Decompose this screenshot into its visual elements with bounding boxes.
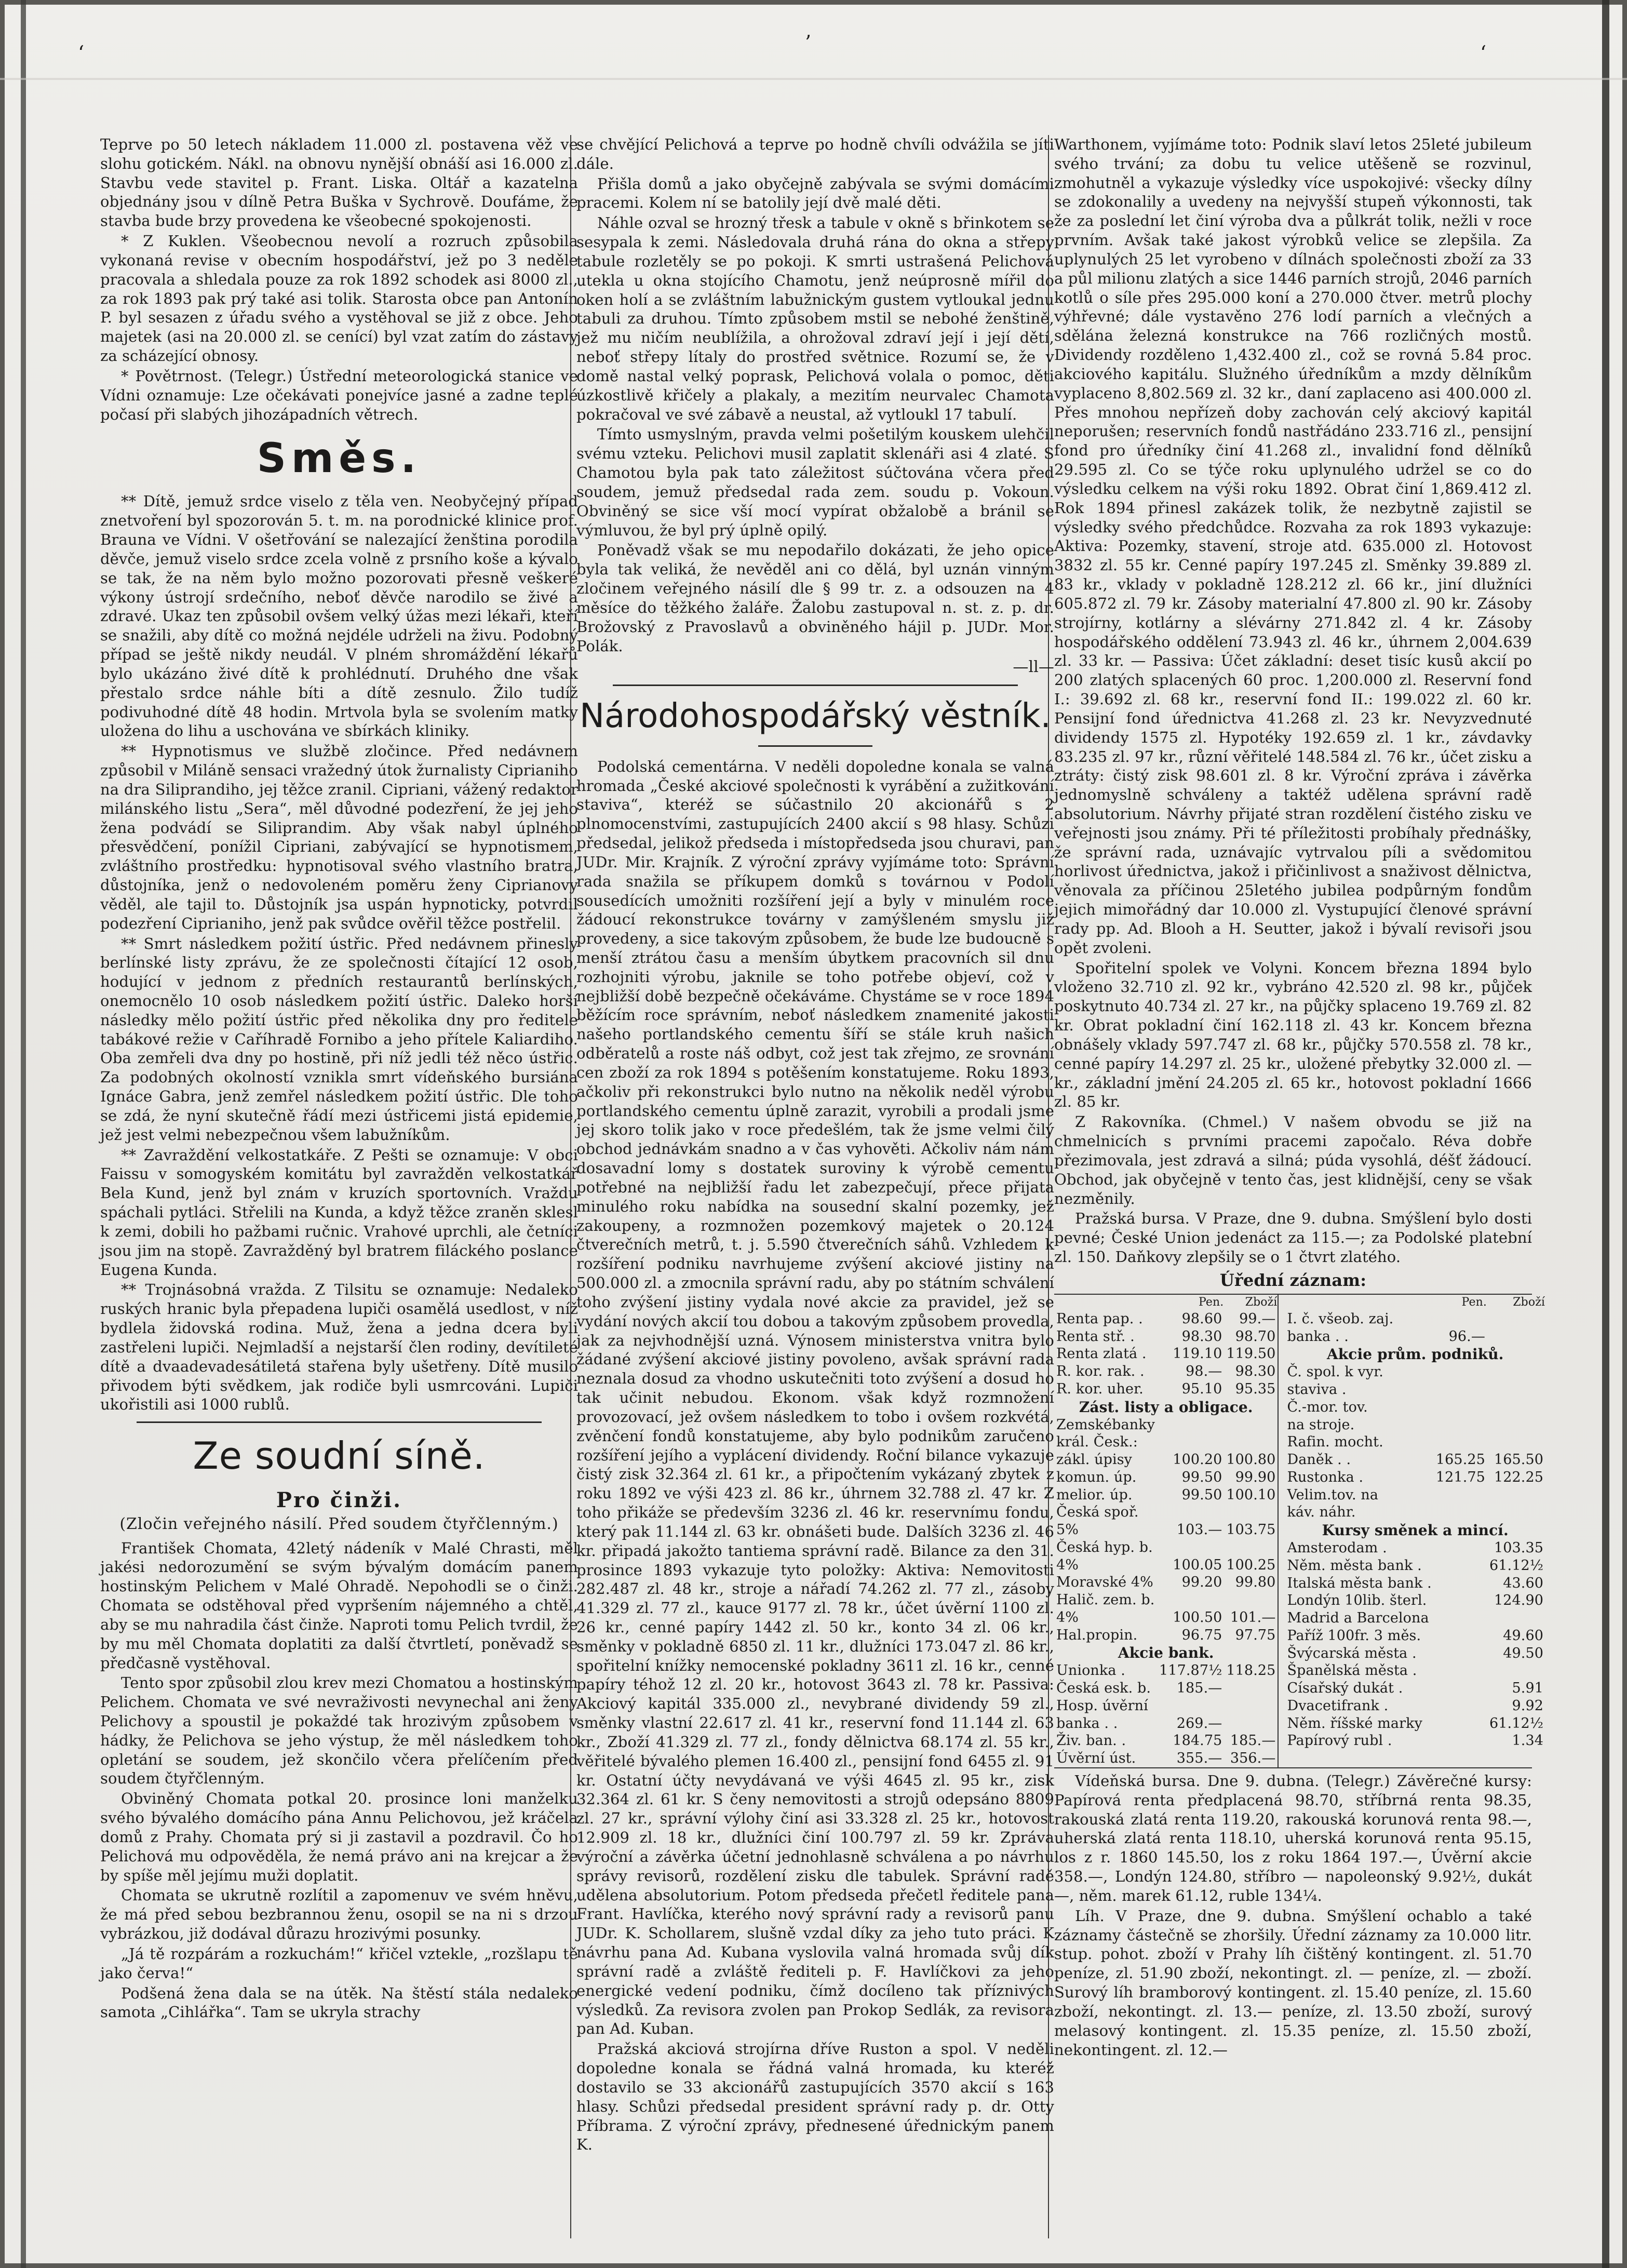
quote-row <box>1285 1416 1545 1434</box>
court-paragraph: Tento spor způsobil zlou krev mezi Chomatou a hostinským Pelichem. Chomata ve své nevraživosti nevynechal ani ženy Pelichovy a spoustil je pokaždé tak hrozivým způsobem v hádky, že Pelichova se jeho výstup, že měl následkem toho opletání se soudem, jež skončilo včera přelíčením před soudem čtyřčlenným. <box>100 1674 578 1788</box>
page-mark-center: ’ <box>805 31 812 54</box>
quote-name: Amsterodam . <box>1287 1540 1387 1556</box>
quote-row <box>1054 1469 1278 1486</box>
quote-name: staviva . <box>1287 1381 1347 1398</box>
quote-zbozi <box>1224 1591 1278 1609</box>
section-title-smes: Směs. <box>257 435 422 482</box>
quote-pen <box>1434 1416 1487 1434</box>
quote-name: 4% <box>1056 1609 1079 1626</box>
court-paragraph: Tímto usmyslným, pravda velmi pošetilým kouskem ulehčil svému vzteku. Pelichovi musil zaplatit sklenáři asi 4 zlaté. S Chamotou byla pak tato záležitost súčtována včera před soudem, jemuž předsedal rada zem. soudu p. Vokoun. Obviněný se sice vší mocí vypírat obžalobě a bránil se výmluvou, že byl prý úplně opilý. <box>576 425 1054 539</box>
quote-pen <box>1434 1732 1487 1750</box>
quote-pen <box>1157 1504 1224 1521</box>
quote-pen: 184.75 <box>1173 1733 1222 1749</box>
quote-pen: 98.— <box>1186 1363 1222 1380</box>
quote-zbozi: 119.50 <box>1226 1346 1276 1362</box>
quote-pen: 99.50 <box>1181 1469 1222 1485</box>
quote-zbozi <box>1487 1328 1545 1346</box>
article-child-heart: ** Dítě, jemuž srdce viselo z těla ven. Neobyčejný případ znetvoření byl spozorován 5. t. m. na porodnické klinice prof. Brauna ve Vídni. V ošetřování se nalezající ženština porodila děvče, jemuž viselo srdce zcela volně z prsního koše a kývalo se tak, že na něm bylo možno pozorovati přesně veškeré výkony ústrojí srdečního, neboť děvče narodilo se živé a zdravé. Ukaz ten způsobil ovšem velký úžas mezi lékaři, kteří se snažili, aby dítě co možná nejdéle udrželi na živu. Podobný případ se ještě nikdy neudál. V plném shromáždění lékařů bylo ukázáno živé dítě k prohlédnutí. Druhého dne však přestalo srdce náhle bíti a dítě zesnulo. Žilo tudíž podivuhodné dítě 48 hodin. Mrtvola byla se svolením matky uložena do lihu a uschována ve sbírkách kliniky. <box>100 492 578 740</box>
quote-pen <box>1434 1697 1487 1715</box>
court-paragraph: „Já tě rozpárám a rozkuchám!“ křičel vztekle, „rozšlapu tě jako červa!“ <box>100 1944 578 1982</box>
quote-pen: 95.10 <box>1181 1380 1222 1397</box>
court-paragraph: František Chomata, 42letý nádeník v Malé Chrasti, měl jakési nedorozumění se svým bývalým domácím panem hostinským Pelichem v Malé Ohradě. Nepohodli se o činži. Chomata se odstěhoval před vypršením nájemného a chtěl, aby se mu nahradila část činže. Naproti tomu Pelich tvrdil, že by mu měl Chomata doplatiti za další čtvrtletí, poněvadž se předčasně vystěhoval. <box>100 1539 578 1672</box>
quote-row <box>1054 1715 1278 1733</box>
title-underline <box>758 745 872 747</box>
author-signature: —ll— <box>1013 658 1054 677</box>
quote-name: Velim.tov. na <box>1287 1486 1379 1503</box>
col-header-pen: Pen. <box>1198 1296 1224 1309</box>
article-murder-landowner: ** Zavraždění velkostatkáře. Z Pešti se oznamuje: V obci Faissu v somogyském komitátu byl zavražděn velkostatkář Bela Kund, jenž byl znám v kruzích sportovních. Vraždu spáchali pytláci. Střelili na Kunda, a když těžce zraněn sklesl k zemi, dobili ho pažbami ručnic. Vrahové uprchli, ale četníci jsou jim na stopě. Zavražděný byl bratrem filáckého poslance Eugena Kunda. <box>100 1146 578 1279</box>
quote-name: káv. náhr. <box>1287 1504 1356 1521</box>
court-paragraph: Přišla domů a jako obyčejně zabývala se svými domácími pracemi. Kolem ní se batolily její dvě malé děti. <box>576 175 1054 212</box>
quote-zbozi: 98.30 <box>1235 1363 1276 1380</box>
quote-zbozi: 185.— <box>1230 1733 1276 1749</box>
article-prazska-strojirna: Pražská akciová strojírna dříve Ruston a spol. V neděli dopoledne konala se řádná valná hromada, ku kteréž dostavilo se 33 akcionářů zastupujících 3570 akcií s 163 hlasy. Schůzi předsedal president správní rady p. dr. Otty Příbrama. Z výroční zprávy, přednesené úřednickým panem K. <box>576 2040 1054 2154</box>
quote-name: I. č. všeob. zaj. <box>1287 1310 1394 1327</box>
page-mark-right: ‘ <box>1480 42 1487 64</box>
quote-name: Česká hyp. b. <box>1056 1539 1153 1555</box>
section-title-narodohospodarsky: Národohospodářský věstník. <box>580 697 1051 736</box>
quote-pen <box>1434 1539 1487 1557</box>
quote-zbozi <box>1224 1680 1278 1697</box>
quote-row <box>1054 1680 1278 1697</box>
quote-pen <box>1434 1627 1487 1645</box>
court-paragraph: Chomata se ukrutně rozlítil a zapomenuv ve svém hněvu, že má před sebou bezbrannou ženu, osopil se na ni s drzou vybrázkou, již dodával důrazu hrozivými posunky. <box>100 1886 578 1943</box>
quote-zbozi: 99.80 <box>1235 1574 1276 1591</box>
article-ruston-continued: Warthonem, vyjímáme toto: Podnik slaví letos 25leté jubileum svého trvání; za dobu tu velice utěšeně se rozvinul, zmohutněl a vykazuje výsledky více uspokojivé: všecky dílny se zdokonalily a uvedeny na nejvyšší stupeň výkonnosti, tak že za poslední let činí výroba dva a půlkrát tolik, nežli v roce prvním. Avšak také jakost výrobků velice se zlepšila. Za uplynulých 25 let vyrobeno v dílnách společnosti zboží za 33 a půl milionu zlatých a sice 1446 parních strojů, 2046 parních kotlů o síle přes 295.000 koní a 270.000 čtver. metrů plochy výhřevné; dále vystavěno 276 lodí parních a vlečných a sdělána železná konstrukce na 766 rozličných mostů. Dividendy rozděleno 1,432.400 zl., což se rovná 5.84 proc. akciového kapitálu. Služného úředníkům a mzdy dělníkům vyplaceno 8,802.569 zl. 32 kr., daní zaplaceno asi 400.000 zl. Přes mnohou nepřízeň doby zachován celý akciový kapitál neporušen; reservních fondů nastřádáno 233.716 zl., pensijní fond pro úředníky činí 41.268 zl., invalidní fond dělníků 29.595 zl. Co se týče roku uplynulého udržel se co do výsledku celkem na výši roku 1892. Obrat činí 1,869.412 zl. Rok 1894 přinesl zakázek tolik, že nezbytně zajistil se výsledky svého předchůdce. Rozvaha za rok 1893 vykazuje: Aktiva: Pozemky, stavení, stroje atd. 635.000 zl. Hotovost 3832 zl. 55 kr. Cenné papíry 197.245 zl. Směnky 39.889 zl. 83 kr., vklady v pokladně 128.212 zl. 66 kr., jiní dlužníci 605.872 zl. 79 kr. Zásoby materialní 47.800 zl. 90 kr. Zásoby strojírny, kotlárny a slévárny 271.842 zl. 4 kr. Zásoby hospodářského oddělení 73.943 zl. 46 kr., úhrnem 2,004.639 zl. 33 kr. — Passiva: Účet základní: deset tisíc kusů akcií po 200 zlatých splacených 60 proc. 1,200.000 zl. Reservní fond I.: 39.692 zl. 68 kr., reservní fond II.: 199.022 zl. 60 kr. Pensijní fond úřednictva 41.268 zl. 23 kr. Nevyzvednuté dividendy 1575 zl. Hypotéky 192.659 zl. 1 kr., závdavky 83.235 zl. 97 kr., různí věřitelé 148.584 zl. 76 kr., účet zisku a ztráty: čistý zisk 98.601 zl. 8 kr. Výroční zpráva i závěrka jednomyslně schváleny a taktéž udělena správní radě absolutorium. Návrhy přijaté stran rozdělení čistého zisku ve veřejnosti jsou známy. Při té příležitosti probíhaly přednášky, že správní rada, uznávajíc vytrvalou píli a svědomitou horlivost úřednictva, jakož i přičinlivost a snaživost dělnictva, věnovala za příčinou 25letého jubilea podpůrným fondům jejich mimořádný dar 10.000 zl. Vystupující členové správní rady pp. Ad. Blooh a H. Seutter, jakož i bývalí revisoři jsou opět zvoleni. <box>1054 136 1532 957</box>
court-paragraph: se chvějící Pelichová a teprve po hodně chvíli odvážila se jíti dále. <box>576 136 1054 172</box>
quotes-title: Úřední záznam: <box>1219 1270 1367 1290</box>
quote-name: Hal.propin. <box>1056 1627 1138 1643</box>
quote-name: R. kor. rak. . <box>1056 1363 1145 1380</box>
quote-name: Renta zlatá . <box>1056 1346 1147 1362</box>
quote-section-label: Akcie bank. <box>1118 1644 1214 1662</box>
quote-pen <box>1434 1715 1487 1733</box>
quote-zbozi: 49.60 <box>1503 1627 1544 1644</box>
quote-pen: 117.87½ <box>1159 1662 1222 1679</box>
quote-pen: 98.30 <box>1181 1328 1222 1345</box>
quote-row <box>1285 1609 1545 1627</box>
quote-zbozi: 97.75 <box>1235 1627 1276 1643</box>
quote-row <box>1285 1592 1545 1609</box>
quote-name: 4% <box>1056 1556 1079 1573</box>
quote-name: Halič. zem. b. <box>1056 1592 1155 1608</box>
quote-name: Švýcarská města . <box>1287 1645 1417 1661</box>
quote-pen: 165.25 <box>1435 1452 1485 1468</box>
quote-zbozi: 49.50 <box>1503 1645 1544 1661</box>
quote-pen: 100.20 <box>1173 1452 1222 1468</box>
quote-row <box>1285 1328 1545 1346</box>
quote-zbozi <box>1487 1399 1545 1416</box>
quote-pen: 121.75 <box>1435 1469 1485 1485</box>
quote-row <box>1054 1504 1278 1521</box>
quote-zbozi: 99.90 <box>1235 1469 1276 1485</box>
quote-row <box>1285 1310 1545 1328</box>
quote-zbozi <box>1224 1504 1278 1521</box>
quote-zbozi <box>1487 1416 1545 1434</box>
quote-pen <box>1434 1575 1487 1592</box>
quote-row <box>1054 1310 1278 1328</box>
article-church-tower: Teprve po 50 letech nákladem 11.000 zl. postavena věž ve slohu gotickém. Nákl. na obnovu nynější obnáší asi 16.000 zl. Stavbu vede stavitel p. Frant. Liska. Oltář a kazatelna objednány jsou v dílně Petra Buška v Sychrově. Doufáme, že stavba bude brzy provedena ke všeobecné spokojenosti. <box>100 136 578 230</box>
article-prazska-bursa: Pražská bursa. V Praze, dne 9. dubna. Smýšlení bylo dosti pevné; České Union jedenáct za 115.—; za Podolské platební zl. 150. Daňkovy zlepšily se o 1 čtvrt zlatého. <box>1054 1210 1532 1266</box>
quote-name: Něm. města bank . <box>1287 1557 1422 1574</box>
quote-zbozi: 103.35 <box>1494 1540 1544 1556</box>
quote-name: R. kor. uher. <box>1056 1380 1144 1397</box>
quote-row <box>1285 1469 1545 1486</box>
quote-row <box>1285 1557 1545 1575</box>
quote-zbozi: 95.35 <box>1235 1380 1276 1397</box>
quote-pen: 355.— <box>1176 1750 1222 1767</box>
quote-name: Živ. ban. . <box>1056 1733 1126 1749</box>
quote-name: Madrid a Barcelona <box>1287 1610 1429 1627</box>
quote-zbozi <box>1224 1715 1278 1733</box>
quote-pen <box>1434 1592 1487 1609</box>
quote-pen <box>1157 1539 1224 1556</box>
quote-section-row <box>1285 1345 1545 1363</box>
col-header-zbozi: Zboží <box>1245 1296 1278 1309</box>
quote-zbozi: 101.— <box>1230 1609 1276 1626</box>
quote-pen: 99.20 <box>1181 1574 1222 1591</box>
quotes-table <box>1054 1294 1545 1768</box>
article-kuklen: * Z Kuklen. Všeobecnou nevolí a rozruch způsobila vykonaná revise v obecním hospodářství, jež po 3 neděle pracovala a shledala pouze za rok 1892 schodek asi 8000 zl., za rok 1893 pak prý také asi tolik. Starosta obce pan Antonín P. byl sesazen z úřadu svého a vystěhoval se již z obce. Jeho majetek (asi na 20.000 zl. se cenící) byl vzat zatím do zástavy za scházející obnosy. <box>100 232 578 365</box>
quote-row <box>1285 1486 1545 1504</box>
quote-pen: 99.50 <box>1181 1486 1222 1503</box>
page-mark-left: ‘ <box>78 42 85 64</box>
quote-name: Česká esk. b. <box>1056 1680 1151 1697</box>
col-header-zbozi: Zboží <box>1513 1296 1545 1309</box>
article-weather: * Povětrnost. (Telegr.) Ústřední meteorologická stanice ve Vídni oznamuje: Lze očekávati ponejvíce jasné a zadne teplé počasí při slabých jihozápadních větrech. <box>100 367 578 423</box>
quote-row <box>1285 1399 1545 1416</box>
quote-name: král. Česk.: <box>1056 1434 1138 1451</box>
quote-section-label: Akcie prům. podniků. <box>1326 1346 1504 1363</box>
quote-pen <box>1434 1433 1487 1451</box>
quote-zbozi: 100.10 <box>1226 1486 1276 1503</box>
article-lih: Líh. V Praze, dne 9. dubna. Smýšlení ochablo a také záznamy částečně se zhoršily. Úřední záznamy za 10.000 litr. stup. pohot. zboží v Prahy líh čištěný kontingent. zl. 51.70 peníze, zl. 51.90 zboží, nekontingt. zl. — peníze, zl. — zboží. Surový líh bramborový kontingent. zl. 15.40 peníze, zl. 15.60 zboží, nekontingt. zl. 13.— peníze, zl. 13.50 zboží, surový melasový kontingent. zl. 15.35 peníze, zl. 15.50 zboží, nekontingent. zl. 12.— <box>1054 1907 1532 2059</box>
quote-pen: 103.— <box>1176 1522 1222 1538</box>
article-sporitelni-spolek: Spořitelní spolek ve Volyni. Koncem března 1894 bylo vloženo 32.710 zl. 92 kr., vybráno 42.520 zl. 98 kr., půjček poskytnuto 40.734 zl. 27 kr., na půjčky splaceno 19.769 zl. 82 kr. Obrat pokladní činí 162.118 zl. 43 kr. Koncem března obnášely vklady 597.747 zl. 68 kr., půjčky 570.558 zl. 78 kr., cenné papíry 14.297 zl. 25 kr., uložené přebytky 32.000 zl. — kr., základní jmění 24.205 zl. 65 kr., hotovost pokladní 1666 zl. 85 kr. <box>1054 959 1532 1111</box>
quote-pen: 269.— <box>1176 1715 1222 1732</box>
column-1 <box>100 135 578 2238</box>
quote-name: banka . . <box>1056 1715 1118 1732</box>
quote-row <box>1285 1433 1545 1451</box>
quote-row <box>1285 1645 1545 1662</box>
quote-zbozi <box>1487 1504 1545 1521</box>
quote-name: zákl. úpisy <box>1056 1452 1133 1468</box>
article-rakovnik-hops: Z Rakovníka. (Chmel.) V našem obvodu se již na chmelnicích s prvními pracemi započalo. Réva dobře přezimovala, jest zdravá a silná; púda vysohlá, déšť žádoucí. Obchod, jak obyčejně v tento čas, jest klidnější, ceny se však nezměnily. <box>1054 1113 1532 1207</box>
quote-row <box>1285 1539 1545 1557</box>
court-paragraph: Náhle ozval se hrozný třesk a tabule v okně s břinkotem se sesypala k zemi. Následovala druhá rána do okna a střepy tabule rozletěly se po pokoji. K smrti ustrašená Pelichová utekla u okna stojícího Chamotu, jenž neúprosně mířil do oken holí a se zvláštním labužnickým gustem vytloukal jednu tabuli za druhou. Tímto způsobem mstil se nebohé ženštině, jež mu ničím neublížila, a ohrožoval zdraví její i její dětí, neboť střepy lítaly do prostřed světnice. Rozumí se, že v domě nastal velký poprask, Pelichová volala o pomoc, děti úzkostlivě křičely a plakaly, a mezitím neurvalec Chamota pokračoval ve své zábavě a neustal, až vytloukl 17 tabulí. <box>576 214 1054 423</box>
quote-pen <box>1434 1486 1487 1504</box>
quote-name: Zemskébanky <box>1056 1416 1155 1433</box>
quote-pen <box>1434 1557 1487 1575</box>
quote-name: Rafin. mocht. <box>1287 1434 1383 1451</box>
quote-row <box>1285 1451 1545 1469</box>
quote-zbozi: 43.60 <box>1503 1575 1544 1591</box>
quote-pen <box>1434 1662 1487 1680</box>
article-hypnotism: ** Hypnotismus ve službě zločince. Před nedávnem způsobil v Miláně sensaci vražedný útok žurnalisty Ciprianiho na dra Siliprandiho, jej těžce zranil. Cipriani, vážený redaktor milánského listu „Sera“, měl důvodné podezření, že jej jeho žena podvádí se Siliprandim. Aby však nabyl úplného přesvědčení, ponížil Cipriani, zabývající se hypnotismem, zvláštního prostředku: hypnotisoval svého vlastního bratra, důstojníka, jenž o nedovoleném poměru ženy Ciprianovy věděl, ale tajil to. Důstojník jsa uspán hypnoticky, potvrdil podezření Ciprianiho, jenž pak svůdce ověřil těžce postřelil. <box>100 742 578 932</box>
quote-zbozi: 103.75 <box>1226 1522 1276 1538</box>
quote-name: na stroje. <box>1287 1416 1355 1433</box>
quote-name: Česká spoř. <box>1056 1504 1139 1521</box>
quote-name: Renta stř. . <box>1056 1328 1135 1345</box>
quote-row <box>1285 1363 1545 1381</box>
quote-name: Císařský dukát . <box>1287 1680 1403 1697</box>
quote-zbozi <box>1487 1486 1545 1504</box>
quote-row <box>1054 1750 1278 1767</box>
quote-row <box>1285 1575 1545 1592</box>
quote-name: Rustonka . <box>1287 1469 1364 1485</box>
quote-row <box>1285 1627 1545 1645</box>
quote-row <box>1054 1627 1278 1644</box>
quote-name: Č. spol. k vyr. <box>1287 1364 1383 1380</box>
quote-zbozi: 356.— <box>1230 1750 1276 1767</box>
quote-pen <box>1434 1399 1487 1416</box>
quote-row <box>1054 1363 1278 1380</box>
quote-section-row <box>1054 1644 1278 1662</box>
article-videnska-bursa: Vídeňská bursa. Dne 9. dubna. (Telegr.) Závěrečné kursy: Papírová renta předplacená 98.70, stříbrná renta 98.35, rakouská zlatá renta 119.20, rakouská korunová renta 98.—, uherská zlatá renta 118.10, uherská korunová renta 95.15, los z r. 1860 145.50, los z roku 1864 197.—, Úvěrní akcie 358.—, Londýn 124.80, stříbro — napoleonský 9.92½, dukát —, něm. marek 61.12, ruble 134¼. <box>1054 1772 1532 1904</box>
quote-zbozi: 1.34 <box>1512 1733 1544 1749</box>
quote-pen <box>1157 1416 1224 1434</box>
section-title-soudni-sin: Ze soudní síně. <box>193 1434 486 1478</box>
quote-row <box>1285 1680 1545 1697</box>
quote-pen <box>1157 1697 1224 1715</box>
quote-pen <box>1434 1310 1487 1328</box>
quote-pen: 100.05 <box>1173 1556 1222 1573</box>
quote-zbozi: 61.12½ <box>1489 1715 1544 1732</box>
quote-zbozi <box>1224 1539 1278 1556</box>
quote-row <box>1054 1697 1278 1715</box>
quote-zbozi <box>1487 1363 1545 1381</box>
quote-zbozi: 124.90 <box>1494 1592 1544 1609</box>
quote-row <box>1054 1451 1278 1469</box>
quote-row <box>1054 1662 1278 1680</box>
quote-pen <box>1434 1645 1487 1662</box>
quote-name: Londýn 10lib. šterl. <box>1287 1592 1427 1609</box>
quote-zbozi: 100.25 <box>1226 1556 1276 1573</box>
quote-pen: 98.60 <box>1181 1310 1222 1327</box>
col-header-pen: Pen. <box>1461 1296 1487 1309</box>
quote-name: Moravské 4% <box>1056 1574 1153 1591</box>
quote-name: Renta pap. . <box>1056 1310 1143 1327</box>
quote-pen <box>1157 1591 1224 1609</box>
court-paragraph: Poněvadž však se mu nepodařilo dokázati, že jeho opice byla tak veliká, že nevěděl ani co dělá, byl uznán vinným zločinem veřejného násilí dle § 99 tr. z. a odsouzen na 4 měsíce do těžkého žaláře. Žalobu zastupoval n. st. z. p. dr. Brožovský z Pravoslavů a obviněného hájil p. JUDr. Mor. Polák. <box>576 541 1054 655</box>
quote-section-row <box>1054 1398 1278 1416</box>
quote-name: Daněk . . <box>1287 1452 1351 1468</box>
quote-name: Něm. říšské marky <box>1287 1715 1422 1732</box>
quote-name: komun. úp. <box>1056 1469 1137 1485</box>
quote-name: Paříž 100fr. 3 měs. <box>1287 1627 1421 1644</box>
quote-row <box>1054 1433 1278 1451</box>
quote-name: Italská města bank . <box>1287 1575 1432 1591</box>
quote-pen: 96.75 <box>1181 1627 1222 1643</box>
court-paragraph: Obviněný Chomata potkal 20. prosince loni manželku svého bývalého domácího pána Annu Pelichovou, jež kráčela domů z Prahy. Chomata prý si ji zastavil a pozdravil. Čo ho Pelichová mu odpověděla, že nemá právo ani na krejcar a že by spíše měl jejímu muži doplatit. <box>100 1790 578 1884</box>
quote-zbozi: 98.70 <box>1235 1328 1276 1345</box>
quote-zbozi <box>1224 1416 1278 1434</box>
quote-name: Úvěrní úst. <box>1056 1750 1136 1767</box>
quote-zbozi <box>1487 1662 1545 1680</box>
quote-zbozi: 61.12½ <box>1489 1557 1544 1574</box>
quote-row <box>1285 1504 1545 1521</box>
quote-pen <box>1434 1504 1487 1521</box>
quote-pen <box>1434 1381 1487 1399</box>
quote-row <box>1054 1539 1278 1556</box>
quote-zbozi <box>1487 1381 1545 1399</box>
quote-row <box>1285 1697 1545 1715</box>
article-oysters: ** Smrt následkem požití ústřic. Před nedávnem přinesly berlínské listy zprávu, že ze společnosti čítající 12 osob, hodující v jednom z předních restaurantů berlínských, onemocnělo 10 osob následkem požití ústřic. Daleko horší následky mělo požití ústřic před několika dny pro ředitele tabákové režie v Caříhradě Fornibo a jeho přítele Kaliardiho. Oba zemřeli dva dny po hostině, při níž jedli též něco ústřic. Za podobných okolností vznikla smrt vídeňského bursiána Ignáce Gabra, jenž zemřel následkem požití ústřic. Dle toho se zdá, že nyní skutečně řádí mezi ústřicemi jistá epidemie, jež jest velmi nebezpečnou všem labužníkům. <box>100 934 578 1144</box>
quote-row <box>1285 1381 1545 1399</box>
quote-name: Unionka . <box>1056 1662 1125 1679</box>
quote-name: Španělská města . <box>1287 1662 1417 1679</box>
quote-zbozi <box>1487 1609 1545 1627</box>
column-2 <box>576 135 1054 2238</box>
quote-name: Č.-mor. tov. <box>1287 1399 1368 1415</box>
court-paragraph: Podšená žena dala se na útěk. Na štěstí stála nedaleko samota „Cihlářka“. Tam se ukryla strachy <box>100 1984 578 2021</box>
quote-row <box>1054 1521 1278 1539</box>
quote-zbozi <box>1487 1433 1545 1451</box>
quote-section-label: Zást. listy a obligace. <box>1079 1398 1253 1416</box>
quote-row <box>1054 1380 1278 1398</box>
quote-zbozi: 5.91 <box>1512 1680 1544 1697</box>
quote-zbozi: 118.25 <box>1226 1662 1276 1679</box>
court-case-title: Pro činži. <box>276 1487 402 1512</box>
quote-row <box>1285 1662 1545 1680</box>
quote-row <box>1054 1416 1278 1434</box>
quote-pen: 96.— <box>1448 1328 1485 1345</box>
quote-zbozi: 165.50 <box>1494 1452 1544 1468</box>
quote-pen <box>1434 1363 1487 1381</box>
quote-row <box>1054 1591 1278 1609</box>
section-divider <box>613 685 1018 686</box>
quote-row <box>1054 1574 1278 1591</box>
quote-row <box>1054 1328 1278 1346</box>
quote-row <box>1054 1732 1278 1750</box>
article-podolska-cementarna: Podolská cementárna. V neděli dopoledne konala se valná hromada „České akciové společnosti k vyrábění a zužitkování staviva“, kteréž se súčastnilo 20 akcionářů s 2 plnomocenstvími, zastupujících 2400 akcií s 98 hlasy. Schůzi předsedal, jelikož předseda i místopředseda jsou churavi, pan JUDr. Mir. Krajník. Z výroční zprávy vyjímáme toto: Správní rada snažila se příkupem domků s továrnou v Podolí sousedících umožniti rozšíření její a byly v minulém roce žádoucí rekonstrukce továrny v zamýšleném smyslu již provedeny, a sice takovým způsobem, že bude lze budoucně s menší ztrátou času a menším úbytkem pracovních sil dnu rozhojniti výrobu, jaknile se toho potřebe objeví, což v nejbližší době bezpečně očekáváme. Chystáme se v roce 1894 běžícím roce správním, neboť následkem znamenité jakosti našeho portlandského cementu šíří se stále kruh našich odběratelů a roste náš odbyt, což jest tak zřejmo, ze srovnání cen zboží za rok 1894 s potěšením konstatujeme. Roku 1893, ačkoliv při rekonstrukci bylo nutno na několik neděl výrobu portlandského cementu úplně zarazit, vyrobili a prodali jsme jej skoro tolik jako v roce předešlém, tak že jsme velmi čilý obchod jednávkám snadno a v čas vyhověti. Ačkoliv nám nám dosavadní lomy s dostatek suroviny k výrobě cementu potřebné na nejbližší řadu let zabezpečují, přece přijata minulého roku nabídka na sousední skalní pozemky, jež zakoupeny, a rozmnožen pozemkový majetek o 20.124 čtverečních metrů, t. j. 5.590 čtverečních sáhů. Vzhledem k rozšíření podniku navrhujeme zvýšení akciové jistiny na 500.000 zl. a zmocnila správní radu, aby po státním schválení toho zvýšení jistiny vydala nové akcie za pravidel, jež se vydání nových akcií tou dobou a takovým způsobem provedla, jak za nejvhodnější uzná. Výnosem ministerstva vnitra bylo žádané zvýšení akciové jistiny povoleno, avšak správní rada neznala dosud za vhodno uskutečniti toto zvýšení a dosud ho tak učinit nebudou. Ekonom. však když rozmnožení provozovací, jež ovšem následkem to tobo i ovšem rozkvétá, zvěnčení fondů konstatujeme, aby bylo podnikům zaručeno rozšíření jejího a vyplácení dividendy. Roční bilance vykazuje čistý zisk 32.364 zl. 61 kr., a připočtením vykázaný zbytek z roku 1892 ve výši 423 zl. 86 kr., úhrnem 32.788 zl. 47 kr. Z toho přikáže se především 3236 zl. 46 kr. reservnímu fondu, který pak 11.144 zl. 63 kr. obnášeti bude. Dalších 3236 zl. 46 kr. připadá jakožto tantiema správní radě. Bilance za den 31. prosince 1893 vykazuje tyto položky: Aktiva: Nemovitosti 282.487 zl. 48 kr., stroje a nářadí 74.262 zl. 77 zl., zásoby 41.329 zl. 77 zl., kauce 9177 zl. 78 kr., účet úvěrní 1100 zl. 26 kr., cenné papíry 1442 zl. 50 kr., konto 34 zl. 06 kr., směnky v pokladně 6850 zl. 11 kr., dlužníci 173.047 zl. 86 kr., spořitelní knížky nemocenské pokladny 3611 zl. 16 kr., cenné papíry téhož 12 zl. 20 kr., hotovost 3643 zl. 78 kr. Passiva: Akciový kapitál 335.000 zl., nevybrané dividendy 59 zl., směnky vlastní 22.617 zl. 41 kr., reservní fond 11.144 zl. 63 kr., Zboží 41.329 zl. 77 zl., fondy dělnictva 68.174 zl. 55 kr., věřitelé bývalého plemen 16.400 zl., pensijní fond 6455 zl. 91 kr. Ostatní účty nevydávaná ve výši 4645 zl. 95 kr., zisk 32.364 zl. 61 kr. S čeny nemovitosti a strojů odepsáno 8809 zl. 27 kr., správní výlohy činí asi 33.328 zl. 25 kr., hotovost 12.909 zl. 18 kr., dlužníci činí 100.797 zl. 59 kr. Zpráva výroční a závěrka účetní jednohlasně schválena a po návrhu správy revisorů, rozdělení zisku dle tabulek. Správní radě udělena absolutorium. Potom předseda přečetl ředitele pana Frant. Havlíčka, kterého nový správní rady a revisorů panu JUDr. K. Schollarem, slušně vzdal díky za jeho tuto práci. K návrhu pana Ad. Kubana vyslovila valná hromada svůj dík správní radě a zvláště řediteli p. F. Havlíčkovi za jeho energické vedení podniku, čímž docíleno tak příznivých výsledků. Za revisora zvolen pan Prokop Sedlák, za revisora pan Ad. Kuban. <box>576 757 1054 2038</box>
quote-row <box>1054 1556 1278 1574</box>
quote-pen <box>1434 1680 1487 1697</box>
quote-name: 5% <box>1056 1522 1079 1538</box>
article-triple-murder: ** Trojnásobná vražda. Z Tilsitu se oznamuje: Nedaleko ruských hranic byla přepadena lupiči osamělá usedlost, v níž bydlela židovská rodina. Muž, žena a jedna dcera byli zastřeleni lupiči. Nejmladší a nejstarší člen rodiny, devítileté dítě a dvaadevadesátiletá stařena byly ušetřeny. Dítě musilo přivodem býti svědkem, jak rodiče byli usmrcováni. Lupiči ukořistili asi 1000 rublů. <box>100 1281 578 1414</box>
quote-pen: 185.— <box>1176 1680 1222 1697</box>
quote-zbozi: 100.80 <box>1226 1452 1276 1468</box>
quote-zbozi: 9.92 <box>1512 1697 1544 1714</box>
quote-section-row <box>1285 1521 1545 1539</box>
quote-row <box>1285 1715 1545 1733</box>
quote-pen <box>1434 1609 1487 1627</box>
column-3 <box>1054 135 1545 2238</box>
quote-zbozi: 99.— <box>1239 1310 1276 1327</box>
quote-name: Papírový rubl . <box>1287 1733 1392 1749</box>
quote-name: banka . . <box>1287 1328 1349 1345</box>
quote-section-label: Kursy směnek a mincí. <box>1322 1522 1509 1539</box>
quote-pen <box>1157 1433 1224 1451</box>
quote-name: Dvacetifrank . <box>1287 1697 1389 1714</box>
quote-row <box>1054 1609 1278 1627</box>
quote-zbozi <box>1487 1310 1545 1328</box>
section-divider <box>137 1421 542 1423</box>
quote-zbozi <box>1224 1697 1278 1715</box>
quote-zbozi <box>1224 1433 1278 1451</box>
quotes-left <box>1054 1295 1279 1767</box>
quote-row <box>1054 1345 1278 1363</box>
quote-pen: 100.50 <box>1173 1609 1222 1626</box>
quote-row <box>1285 1732 1545 1750</box>
court-case-note: (Zločin veřejného násilí. Před soudem čtyřčlenným.) <box>119 1515 559 1534</box>
quote-name: Hosp. úvěrní <box>1056 1697 1148 1714</box>
quote-zbozi: 122.25 <box>1494 1469 1544 1485</box>
quote-name: melior. úp. <box>1056 1486 1133 1503</box>
quotes-right <box>1285 1295 1545 1767</box>
quote-pen: 119.10 <box>1173 1346 1222 1362</box>
quote-row <box>1054 1486 1278 1504</box>
